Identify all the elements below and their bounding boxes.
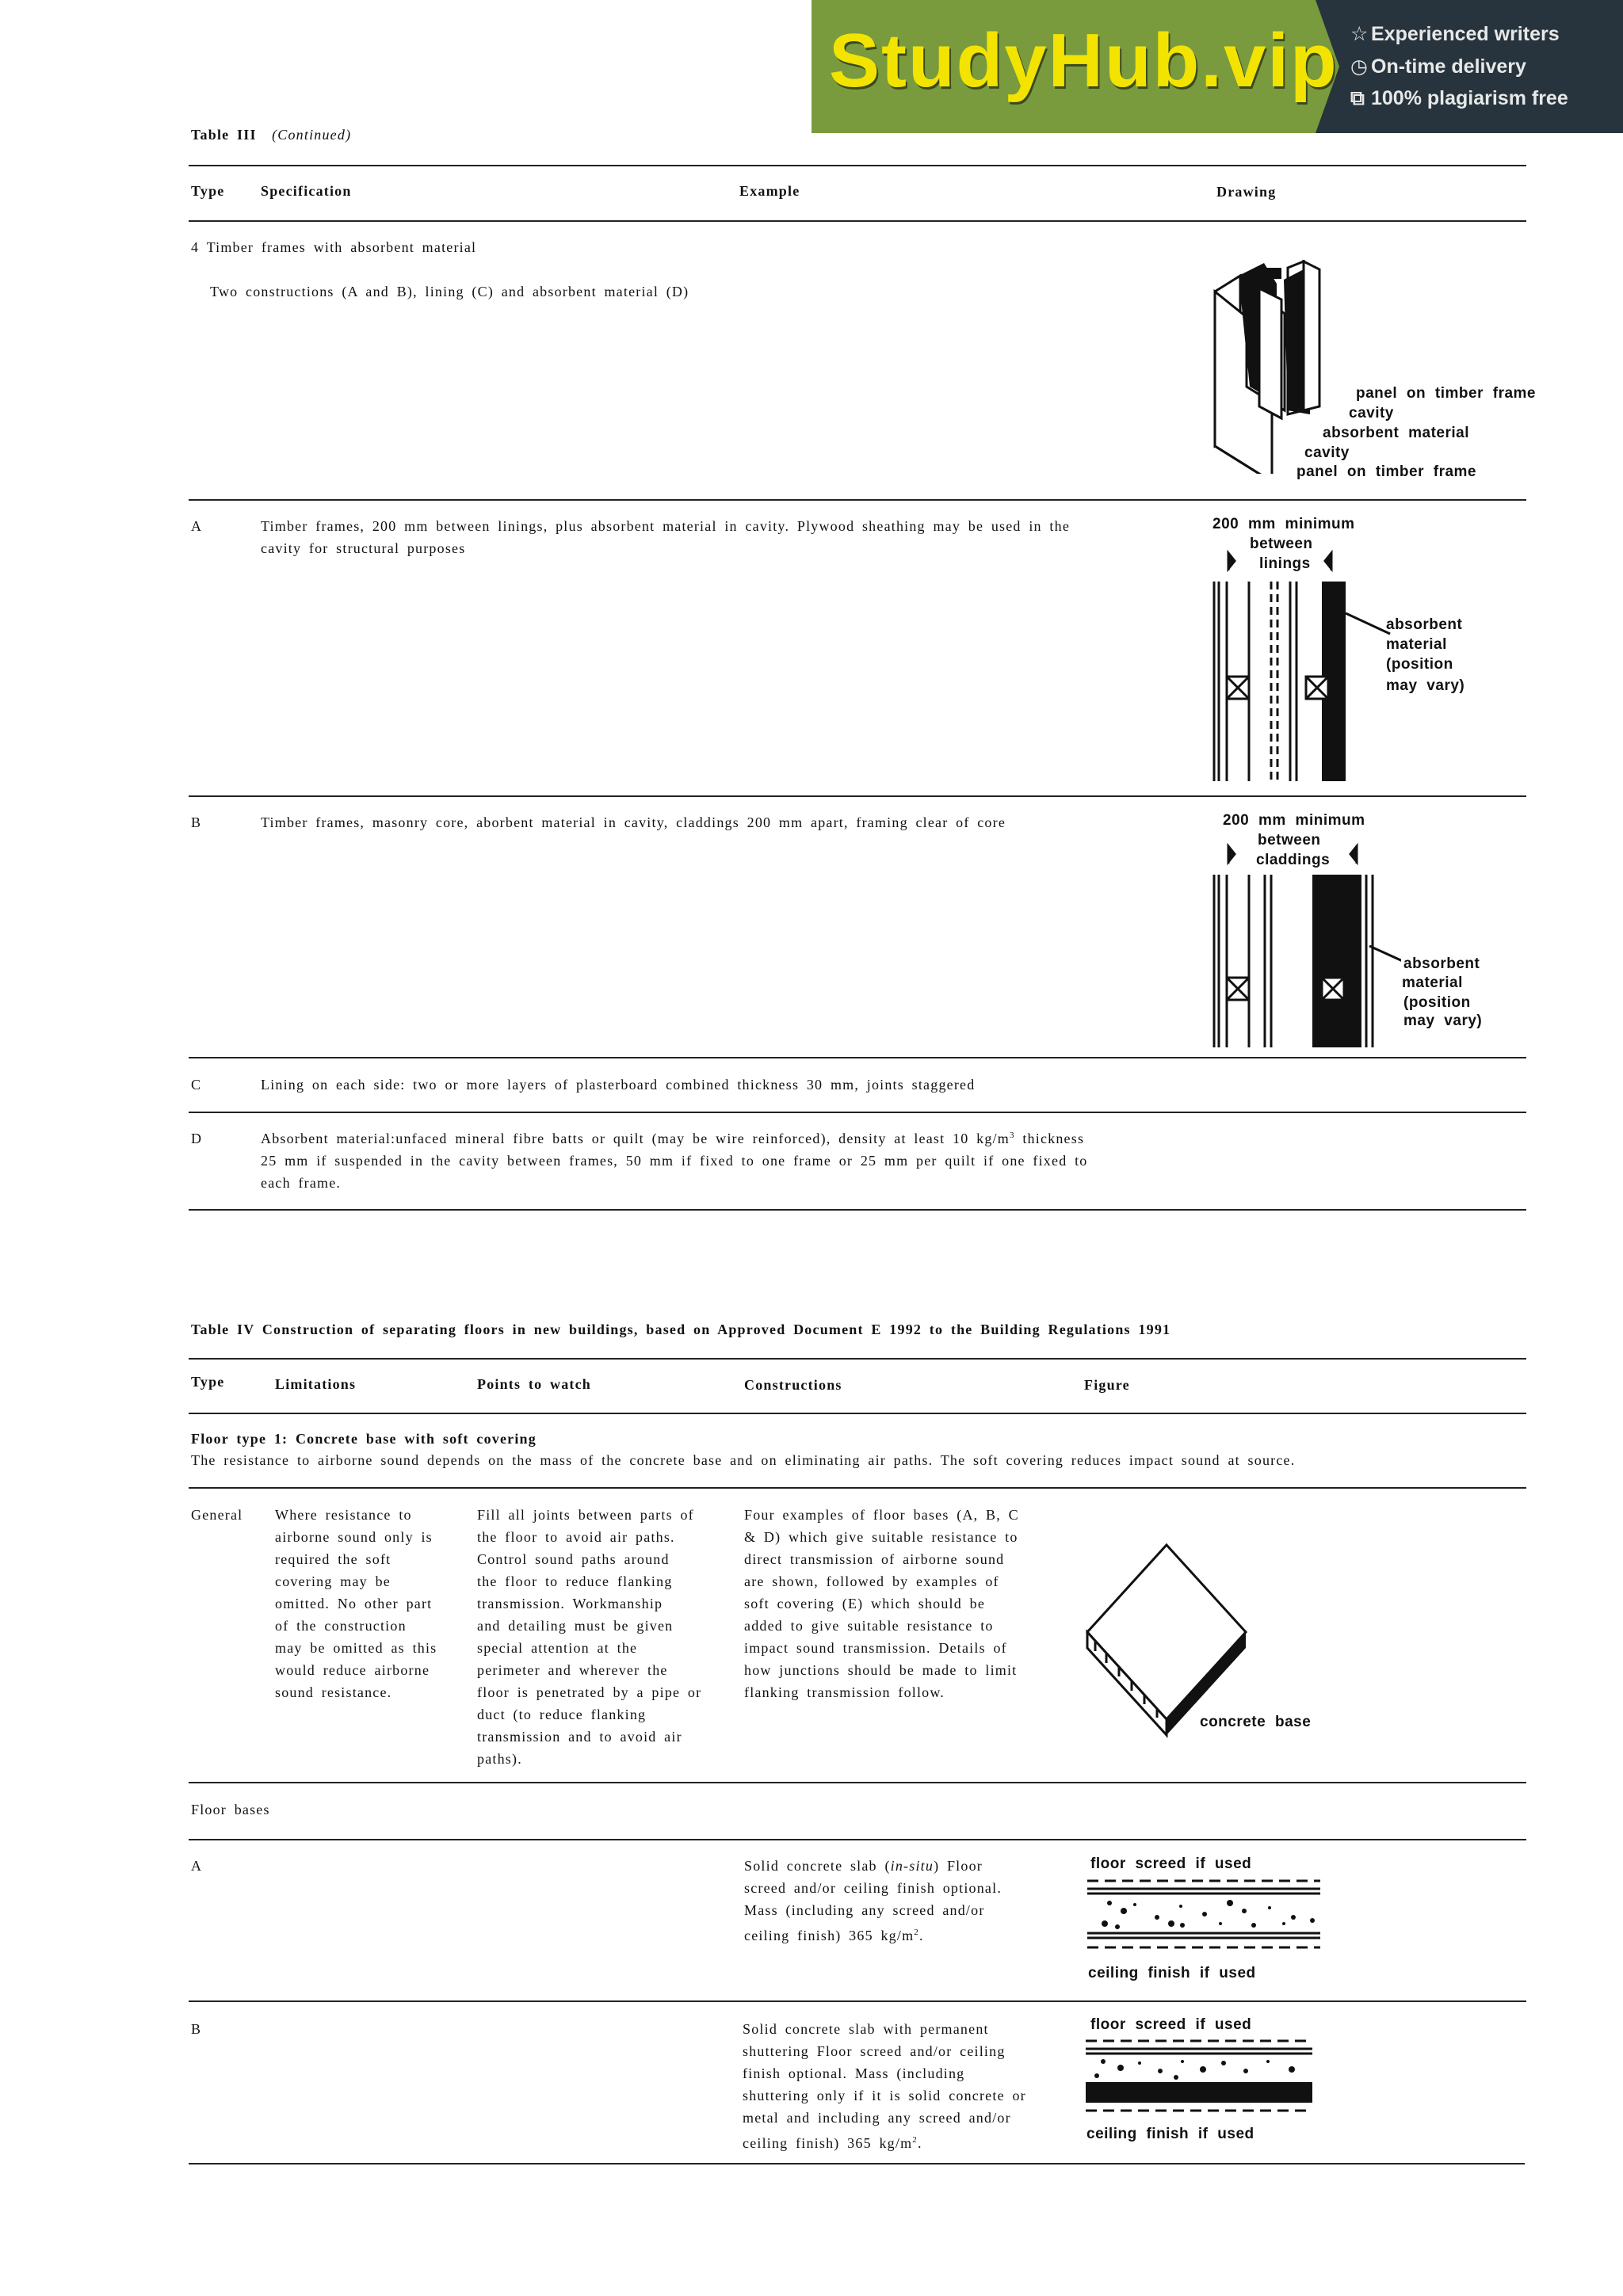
floor-type-title: Floor type 1: Concrete base with soft covering [191, 1431, 537, 1447]
table4-header-limitations: Limitations [275, 1376, 357, 1392]
table4-top-rule [189, 1358, 1526, 1360]
row-a-note-4: may vary) [1386, 677, 1465, 694]
general-constructions: Four examples of floor bases (A, B, C & D) which give suitable resistance to direct transmission of airborne sound are shown, followed by examples of soft covering (E) which should be added to give suitable resistance to impact sound transmission. Details of how junctions should be made to limit flanking transmission follow. [744, 1507, 1019, 1700]
base-b-constructions: Solid concrete slab with permanent shuttering Floor screed and/or ceiling finish optional. Mass (including shuttering only if it is solid concrete or metal and including any screed and/or ceiling finish) 365 $kg/m^2$. [743, 2021, 1026, 2151]
table3-top-rule [189, 165, 1526, 166]
table3-bottom-rule [189, 1209, 1526, 1211]
row-b-type: B [191, 814, 202, 830]
row-b-note-2: material [1402, 974, 1463, 991]
table3-caption: Table III (Continued) [191, 127, 352, 143]
row-rule [189, 2000, 1526, 2002]
floor-bases-label: Floor bases [191, 1802, 270, 1817]
row-a-dim-line3: linings [1259, 555, 1311, 572]
table3-header-example: Example [739, 183, 800, 199]
row-b-dim-line2: between [1258, 832, 1321, 849]
row-a-spec-line2: cavity for structural purposes [261, 540, 466, 556]
row-d-spec-line1: Absorbent material:unfaced mineral fibre batts or quilt (may be wire reinforced), density at least 10 $kg/m^3$ thickness [261, 1131, 1085, 1146]
table4-header-constructions: Constructions [744, 1377, 842, 1393]
row-c-spec-line1: Lining on each side: two or more layers of plasterboard combined thickness 30 mm, joints staggered [261, 1077, 976, 1093]
table4-header-rule [189, 1413, 1526, 1414]
row-a-dim-line1: 200 mm minimum [1212, 516, 1355, 532]
base-a-floor-screed-label: floor screed if used [1090, 1855, 1252, 1872]
base-a-ceiling-finish-label: ceiling finish if used [1088, 1965, 1256, 1981]
row-rule [189, 1839, 1526, 1840]
concrete-base-drawing [1083, 1540, 1252, 1743]
base-a-slab-drawing [1086, 1876, 1322, 1955]
row-c-type: C [191, 1077, 202, 1093]
row-rule [189, 795, 1526, 797]
row-rule [189, 1057, 1526, 1058]
feature-on-time-delivery: ◷ On-time delivery [1350, 55, 1526, 78]
row-a-type: A [191, 518, 203, 534]
table3-header-rule [189, 220, 1526, 222]
row-a-spec-line1: Timber frames, 200 mm between linings, plus absorbent material in cavity. Plywood sheathing may be used in the [261, 518, 1071, 534]
row-d-spec-line3: each frame. [261, 1175, 342, 1191]
clock-icon: ◷ [1350, 55, 1368, 78]
row-b-note-3: (position [1403, 994, 1471, 1011]
row-rule [189, 499, 1526, 501]
base-b-slab-drawing [1084, 2036, 1314, 2117]
base-b-ceiling-finish-label: ceiling finish if used [1086, 2126, 1254, 2142]
row-a-section-drawing [1211, 550, 1401, 784]
row-rule [189, 1782, 1526, 1783]
row-b-dim-line3: claddings [1256, 852, 1331, 868]
copy-icon: ⧉ [1350, 87, 1365, 109]
table4-header-points: Points to watch [477, 1376, 591, 1392]
row-rule [189, 1112, 1526, 1113]
table4-caption: Table IV Construction of separating floors in new buildings, based on Approved Document E 1992 to the Building Regulations 1991 [191, 1322, 1171, 1337]
general-type: General [191, 1507, 243, 1523]
row-a-note-1: absorbent [1386, 616, 1463, 633]
row-b-note-4: may vary) [1403, 1013, 1483, 1029]
table4-header-type: Type [191, 1374, 225, 1390]
row-a-note-3: (position [1386, 656, 1453, 673]
table3-group-desc: Two constructions (A and B), lining (C) and absorbent material (D) [210, 284, 689, 299]
general-limitations: Where resistance to airborne sound only is required the soft covering may be omitted. No other part of the construction may be omitted as this would reduce airborne sound resistance. [275, 1507, 437, 1700]
base-a-type: A [191, 1858, 203, 1874]
table3-group-title: 4 Timber frames with absorbent material [191, 239, 477, 255]
table3-header-type: Type [191, 183, 225, 199]
base-a-constructions: Solid concrete slab (in-situ) Floor screed and/or ceiling finish optional. Mass (including any screed and/or ceiling finish) 365 $kg/m^2$. [744, 1858, 1002, 1943]
drawing-label-cavity-1: cavity [1349, 405, 1394, 421]
row-b-dim-line1: 200 mm minimum [1223, 812, 1365, 829]
drawing-label-absorbent: absorbent material [1323, 425, 1469, 441]
drawing-label-panel-2: panel on timber frame [1296, 463, 1476, 480]
floor-type-desc: The resistance to airborne sound depends on the mass of the concrete base and on eliminating air paths. The soft covering reduces impact sound at source. [191, 1452, 1296, 1468]
table3-header-drawing: Drawing [1216, 184, 1277, 200]
drawing-label-panel-1: panel on timber frame [1356, 385, 1536, 402]
base-b-floor-screed-label: floor screed if used [1090, 2016, 1252, 2033]
row-b-section-drawing [1211, 843, 1401, 1051]
row-b-note-1: absorbent [1403, 955, 1480, 972]
star-icon: ☆ [1350, 23, 1369, 45]
table3-header-specification: Specification [261, 183, 352, 199]
studyhub-banner[interactable] [812, 0, 1623, 133]
row-b-spec-line1: Timber frames, masonry core, aborbent material in cavity, claddings 200 mm apart, framing clear of core [261, 814, 1006, 830]
feature-experienced-writers: ☆ Experienced writers [1350, 23, 1560, 45]
row-d-spec-line2: 25 mm if suspended in the cavity between frames, 50 mm if fixed to one frame or 25 mm per quilt if one fixed to [261, 1153, 1088, 1169]
base-b-type: B [191, 2021, 202, 2037]
row-d-type: D [191, 1131, 203, 1146]
feature-plagiarism-free: ⧉ 100% plagiarism free [1350, 87, 1568, 109]
row-a-dim-line2: between [1250, 536, 1313, 552]
drawing-label-cavity-2: cavity [1304, 444, 1350, 461]
concrete-base-label: concrete base [1200, 1714, 1312, 1730]
row-a-note-2: material [1386, 636, 1447, 653]
row-rule [189, 1487, 1526, 1489]
table4-bottom-rule [189, 2163, 1525, 2164]
studyhub-logo[interactable]: StudyHub.vip [829, 18, 1338, 103]
general-points: Fill all joints between parts of the floor to avoid air paths. Control sound paths around the floor to reduce flanking transmission. Workmanship and detailing must be given special attention at the perimeter and wherever the floor is penetrated by a pipe or duct (to reduce flanking transmission and to avoid air paths). [477, 1507, 702, 1767]
table4-header-figure: Figure [1084, 1377, 1130, 1393]
